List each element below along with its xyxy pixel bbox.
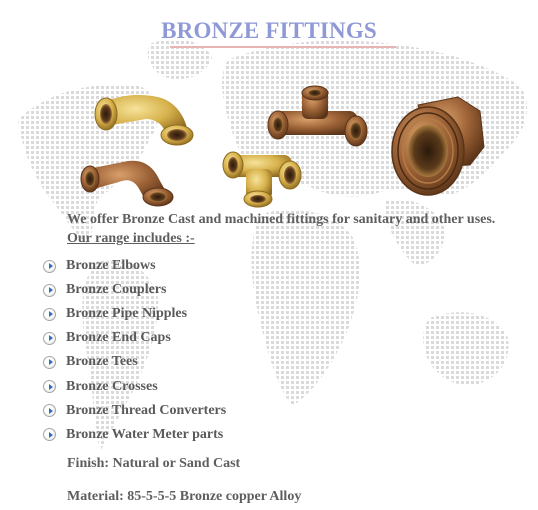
list-item — [43, 350, 226, 374]
item-label: Bronze Couplers — [66, 282, 167, 298]
list-item — [43, 399, 226, 423]
item-label: Bronze Tees — [66, 354, 138, 370]
item-label: Bronze Elbows — [66, 258, 156, 274]
brass-tee — [223, 152, 301, 207]
title-underline — [170, 46, 396, 48]
blue-arrow-circle-icon — [43, 428, 56, 441]
list-item — [43, 254, 226, 278]
range-heading — [67, 231, 195, 247]
item-label: Bronze Thread Converters — [66, 402, 227, 418]
bronze-elbow — [81, 161, 173, 206]
range-heading-text: Our range includes :- — [67, 231, 195, 246]
blue-arrow-circle-icon — [43, 308, 56, 321]
list-item — [43, 326, 226, 350]
blue-arrow-circle-icon — [43, 332, 56, 345]
blue-arrow-circle-icon — [43, 356, 56, 369]
blue-arrow-circle-icon — [43, 404, 56, 417]
material-text: Material: 85-5-5-5 Bronze copper Alloy — [67, 489, 302, 504]
finish-text: Finish: Natural or Sand Cast — [67, 456, 241, 471]
intro-text: We offer Bronze Cast and machined fittings for sanitary and other uses. — [67, 212, 496, 227]
bronze-thread-converter — [392, 97, 484, 195]
fittings-photo — [78, 85, 498, 215]
item-label: Bronze End Caps — [66, 330, 171, 346]
blue-arrow-circle-icon — [43, 380, 56, 393]
product-list — [43, 254, 226, 447]
item-label: Bronze Water Meter parts — [66, 426, 224, 442]
blue-arrow-circle-icon — [43, 260, 56, 273]
page-title: BRONZE FITTINGS — [161, 18, 377, 43]
item-label: Bronze Crosses — [66, 378, 158, 394]
list-item — [43, 278, 226, 302]
blue-arrow-circle-icon — [43, 284, 56, 297]
list-item — [43, 374, 226, 398]
brass-elbow — [95, 95, 193, 145]
bronze-tee — [268, 86, 367, 146]
list-item — [43, 302, 226, 326]
list-item — [43, 423, 226, 447]
item-label: Bronze Pipe Nipples — [66, 306, 188, 322]
